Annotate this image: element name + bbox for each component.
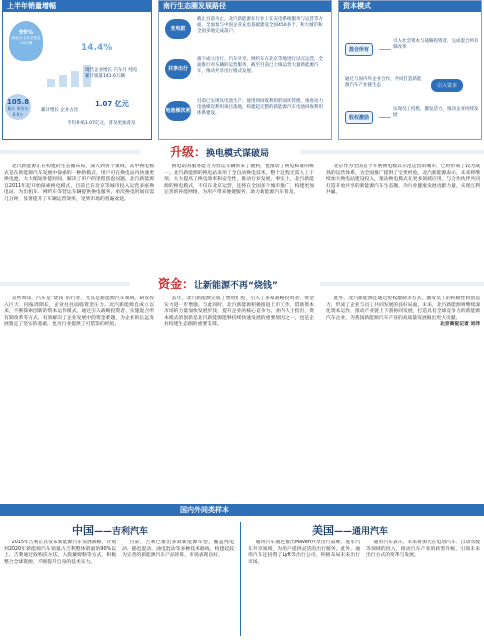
company-name: ——吉利汽车 <box>94 527 149 537</box>
company-name: ——通用汽车 <box>334 527 389 537</box>
article-column <box>164 296 314 496</box>
country-heading-china <box>72 522 148 538</box>
paragraph: 通用汽车通过推出Maven共享出行品牌，进军汽车共享领域，为用户提供灵活的出行服务。此外，通用汽车还投资了Lyft等出行公司，积极布局未来出行市场。 <box>248 540 360 565</box>
eco-row-battery <box>165 99 329 134</box>
section-divider <box>300 150 484 154</box>
bubble-value: 99% <box>18 29 34 36</box>
band-title: 国内外同类样本 <box>180 506 229 514</box>
section-divider <box>0 150 140 154</box>
panel-sales-growth <box>2 0 152 140</box>
section-title-capital <box>158 275 278 291</box>
eco-row-charging <box>165 17 329 45</box>
paragraph: 换电站的服务能力为营运车辆带来了便利，也推动了换电标准的统一。北汽新能源的换电站采用了全自动换电技术，整个过程无需人工干预，大大提高了换电效率和安全性，推动行业发展。事实上，北汽新能源的换电模式，不仅在北京运营，还将在全国多个城市推广，构建更加完善的补能网络，为用户带来便捷服务，助力新能源汽车普及。 <box>164 164 314 196</box>
title-big: 资金： <box>158 277 195 291</box>
tag-equity-incentive: 股权激励 <box>345 111 373 124</box>
gear-icon: 充电桩 <box>165 19 191 39</box>
sample-column <box>366 540 480 636</box>
intl-samples-band <box>0 504 484 516</box>
stat-dot <box>5 94 31 120</box>
panel-title: 资本模式 <box>339 1 481 12</box>
bubble-sub: 纯电动 全年总销量 3.8万辆 <box>11 36 41 45</box>
eco-row-text: 截止目前为止，北汽新能源在行业上在充电系统服务与运营等方面，全面参与中国企业充电基础建设全国450多个，和大城市和全国多地完成落户。 <box>197 17 323 34</box>
article-column <box>164 164 314 272</box>
paragraph: 去年，北汽新能源完成了增资扩股，引入了多家战略投资者，资金实力进一步增强。与此同时，北汽新能源积极推进上市工作，借助资本市场的力量加快发展步伐，提升企业的核心竞争力。业内人士指出，资本模式的创新是北汽新能源能够持续快速发展的重要原因之一，也是企业构建生态圈的重要支撑。 <box>164 296 314 328</box>
subsidy-value: 1.07 亿元 <box>95 100 129 108</box>
bubble-stat <box>9 21 43 61</box>
dot-value: 105.8 <box>6 98 30 106</box>
section-title-upgrade <box>170 143 269 159</box>
article-column <box>326 296 480 496</box>
top-infographic <box>0 0 484 140</box>
byline: 北京商报记者 刘洋 <box>439 322 480 328</box>
paragraph: 通用汽车表示，未来将加大在电动汽车、自动驾驶等领域的投入，推动汽车产业的转型升级，引领未来出行方式的变革与发展。 <box>366 540 480 559</box>
title-small: 让新能源不再“烧钱” <box>194 281 278 291</box>
country-name: 美国 <box>312 524 334 537</box>
badge-capital: 引入资本 <box>431 79 463 92</box>
article-column <box>4 296 154 496</box>
paragraph: 此外，北汽新能源还通过股权激励等方式，激发员工的积极性和创造力，形成了企业与员工共同发展的良好局面。未来，北汽新能源将继续深化资本运作，推动产业链上下游协同发展，打造具有全球竞争力的新能源汽车企业，为我国新能源汽车产业的高质量发展做出更大贡献。 <box>326 296 480 321</box>
sample-column <box>4 540 116 636</box>
country-name: 中国 <box>72 524 94 537</box>
dot-sub: 累计 乘用车 6.6万 <box>7 106 29 117</box>
country-heading-usa <box>312 522 388 538</box>
tag-mixed-ownership: 混合所有 <box>345 43 373 56</box>
gear-icon: 共享出行 <box>165 59 191 79</box>
panel-ecosystem-path <box>158 0 332 140</box>
panel-title: 上半年销量增幅 <box>3 1 151 12</box>
eco-row-sharing <box>165 57 329 85</box>
capital-text-2: 通过与国内外企业合作，共同打造新能源汽车产业链生态 <box>345 77 422 88</box>
title-big: 升级： <box>170 145 207 159</box>
paragraph: 2015年吉利正式发布新能源汽车发展战略，计划到2020年新能源汽车销量占吉利整体销量的90%以上。吉利通过收购沃尔沃、入股戴姆勒等方式，积极整合全球资源，不断提升自身的技术实力。 <box>4 540 116 565</box>
eco-row-text: 目前已实现从电池生产、使用到回收利用的闭环管理，推进动力电池梯次利用项目落地，构建起完整的新能源汽车电池回收利用体系建设。 <box>197 99 323 116</box>
note-b: 平均补贴1.07亿元，普及更加普及 <box>67 121 136 126</box>
section-divider <box>0 282 130 286</box>
capital-text-1: 引入社会资本与战略投资者，完成混合所有制改革 <box>393 39 479 50</box>
note-a: 现代企业增长 汽车月 纯电 累计销量141.6万辆 <box>85 68 138 79</box>
panel-title: 南行生态圈发展路径 <box>159 1 331 12</box>
paragraph: 北汽新能源正在构建的生态圈布局，深入到各个领域，其中换电模式是在新能源汽车发展中探索的一种新模式，用户可在换电站内快速更换电池，大大缩短补能时间，解决了用户的里程焦虑问题。北汽新能源自2011年起开始探索换电模式，目前已在北京等城市投入运营多座换电站，为出租车、网约车等营运车辆提供换电服务，单次换电时间仅需几分钟，显著提升了车辆运营效率，受到市场的普遍欢迎。 <box>4 164 154 202</box>
capital-text-3: 实现员工持股，激发活力，推动企业持续发展 <box>393 107 479 118</box>
section-divider <box>320 282 484 286</box>
growth-percent: 14.4% <box>81 43 113 53</box>
panel-capital-model <box>338 0 482 140</box>
note-c: 累计增长 企业占比 <box>41 108 79 113</box>
article-column <box>326 164 480 272</box>
paragraph: 目前，吉利已推出多款新能源车型，覆盖纯电动、插电混动、油电混动等多种技术路线，构建起较为完善的新能源汽车产品矩阵，市场表现良好。 <box>122 540 234 559</box>
sample-column <box>248 540 360 636</box>
eco-row-text: 旗下成立出行、汽车共享、网约车在北京等地进行试点运营，全面推行对车辆的运营服务，截至目前已上线运营大量新能源汽车，推动共享出行模式发展。 <box>197 57 323 74</box>
column-divider <box>240 522 241 636</box>
gear-icon: 电池梯次利用 <box>165 101 191 121</box>
paragraph: 北京作为全国首个开展换电模式示范运营的城市，已经形成了较为成熟的运营体系，为全国推广提供了宝贵经验。北汽新能源表示，未来将继续加大换电站建设投入，推动换电模式在更多领域应用，与合作伙伴共同打造开放共享的新能源汽车生态圈，为行业健康发展贡献力量，实现互利共赢。 <box>326 164 480 196</box>
sample-column <box>122 540 234 636</box>
title-small: 换电模式谋破局 <box>206 149 270 159</box>
article-column <box>4 164 154 272</box>
paragraph: 众所周知，汽车是“烧钱”的行业，尤其是新能源汽车领域，研发投入巨大、回报周期长，企业往往面临资金压力。北汽新能源自成立以来，不断探索创新的资本运作模式，通过引入战略投资者、实施混合所有制改革等方式，有效解决了企业发展中的资金难题，为企业的长远发展奠定了坚实的基础，也为行业提供了可借鉴的经验。 <box>4 296 154 328</box>
